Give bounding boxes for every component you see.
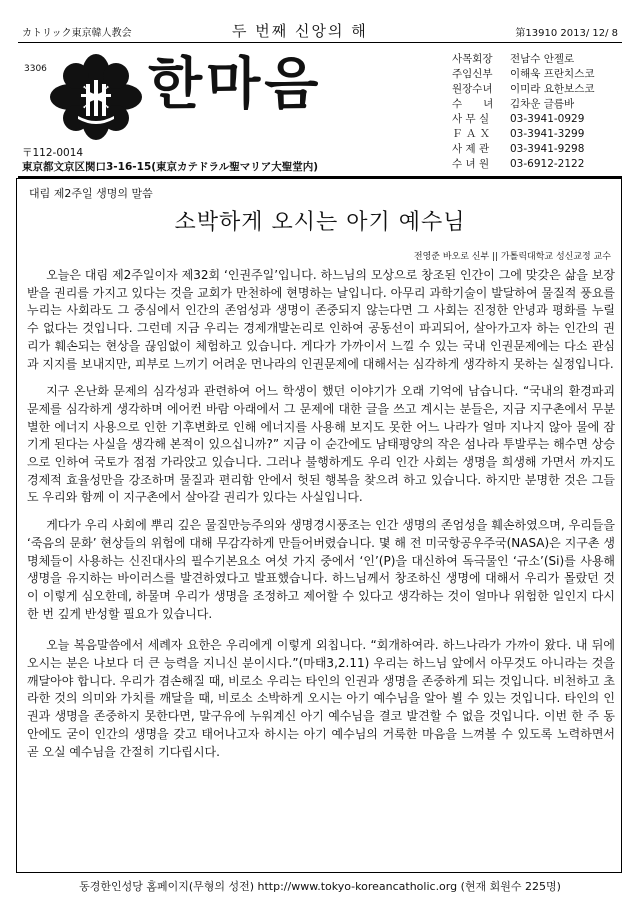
- newsletter-title: 한마음: [148, 51, 323, 117]
- church-address: 東京都文京区関口3-16-15(東京カテドラル聖マリア大聖堂内): [22, 161, 319, 173]
- paragraph: 오늘 복음말씀에서 세례자 요한은 우리에게 이렇게 외칩니다. “회개하여라. 하느나라가 가까이 왔다. 내 뒤에 오시는 분은 나보다 더 큰 능력을 지니신 분이시다.”(마태3,2.11) 우리는 하느님 앞에서 아무것도 아니라는 것을 깨달아야 합니다. 우리가 겸손해질 때, 비로소 우리는 타인의 인권과 생명을 존중하게 되는 것입니다. 비천하고 초라한 것의 의미와 가치를 깨달을 때, 비로소 소박하게 오시는 아기 예수님을 알아 뵐 수 있는 것입니다. 타인의 인권과 생명을 존중하지 못한다면, 말구유에 누워계신 아기 예수님을 결코 발견할 수 없을 것입니다. 이번 한 주 동안에도 굳이 인간의 생명을 갖고 태어나고자 하시는 아기 예수님의 거룩한 마음을 느껴볼 수 있도록 노력하면서 곧 오실 예수님을 간절히 기다립시다.: [27, 638, 615, 759]
- article-title: 소박하게 오시는 아기 예수님: [174, 210, 466, 235]
- top-rule: [18, 42, 622, 43]
- article-body: [27, 267, 615, 771]
- info-row: 사 무 실 03-3941-0929: [452, 113, 585, 125]
- article-section: 대림 제2주일 생명의 말씀: [29, 187, 153, 200]
- homepage-footer: 동경한인성당 홈페이지(무형의 성전) http://www.tokyo-koreancatholic.org (현재 회원수 225명): [79, 880, 561, 893]
- info-row: Ｆ Ａ Ｘ 03-3941-3299: [452, 128, 585, 140]
- church-name-jp: カトリック東京韓人教会: [22, 28, 132, 39]
- info-row: 사목회장 전남수 안젤로: [452, 53, 575, 65]
- info-row: 수 녀 김차운 글름바: [452, 98, 575, 110]
- code-number: 3306: [24, 64, 47, 74]
- issue-number-date: 第13910 2013/ 12/ 8: [515, 28, 618, 39]
- info-row: 원장수녀 이미라 요한보스코: [452, 83, 595, 95]
- info-row: 사 제 관 03-3941-9298: [452, 143, 585, 155]
- paragraph: 게다가 우리 사회에 뿌리 깊은 물질만능주의와 생명경시풍조는 인간 생명의 존엄성을 훼손하였으며, 우리들을 ‘죽음의 문화’ 현상들의 위험에 대해 무감각하게 만들어버렸습니다. 몇 해 전 미국항공우주국(NASA)은 지구촌 생명체들이 사용하는 신진대사의 필수기본요소 여섯 가지 중에서 ‘인’(P)을 대신하여 독극물인 ‘규소’(Si)를 사용해 생명을 유지하는 바이러스를 발견하였다고 발표했습니다. 하느님께서 창조하신 생명에 대해서 우리가 몰랐던 것이 이렇게 심오한데, 하물며 우리가 생명을 조정하고 제어할 수 있다고 생각하는 것이 얼마나 위험한 일인지 다시 한 번 깊게 반성할 필요가 있습니다.: [27, 518, 615, 621]
- paragraph: 지구 온난화 문제의 심각성과 관련하여 어느 학생이 했던 이야기가 오래 기억에 남습니다. “국내의 환경파괴 문제를 심각하게 생각하며 에어컨 바람 아래에서 그 문제에 대한 글을 쓰고 계시는 분들은, 지금 지구촌에서 무분별한 에너지 사용으로 인한 기후변화로 인해 에너지를 사용해 보지도 못한 어느 나라가 얼마 지나지 않아 물에 잠기게 된다는 사실을 생각해 본적이 있으십니까?” 지금 이 순간에도 남태평양의 작은 섬나라 투발루는 해수면 상승으로 인하여 국토가 점점 가라앉고 있습니다. 그러나 불행하게도 우리 인간 사회는 생명을 희생해 가면서 까지도 경제적 효율성만을 강조하며 물질과 편리함 안에서 헛된 행복을 찾으려 하고 있습니다. 하지만 분명한 것은 그들도 우리와 함께 이 지구촌에서 살아갈 권리가 있다는 사실입니다.: [27, 384, 615, 505]
- article-byline: 전영준 바오로 신부 || 가톨릭대학교 성신교정 교수: [413, 252, 611, 262]
- sermon-article: [16, 178, 622, 873]
- year-slogan: 두 번째 신앙의 해: [232, 22, 368, 40]
- info-row: 수 녀 원 03-6912-2122: [452, 158, 585, 170]
- masthead-top: [22, 20, 618, 42]
- contact-info: [452, 52, 622, 172]
- postal-code: 〒112-0014: [22, 147, 84, 159]
- paragraph: 오늘은 대림 제2주일이자 제32회 ‘인권주일’입니다. 하느님의 모상으로 창조된 인간이 그에 맞갖은 삶을 보장받을 권리를 가지고 있다는 것을 교회가 만천하에 현명하는 날입니다. 아무리 과학기술이 발달하여 물질적 풍요를 누리는 사회라도 그 중심에서 인간의 존엄성과 생명이 존중되지 않는다면 그 사회는 진정한 안녕과 평화를 누릴 수 없다는 것입니다. 그런데 지금 우리는 경제개발논리로 인하여 공동선이 파괴되어, 살아가고자 하는 인간의 권리가 훼손되는 현상을 끊임없이 체험하고 있습니다. 게다가 가까이서 느낄 수 있는 국내 인권문제에는 다소 관심과 지지를 보내지만, 피부로 느끼기 어려운 먼나라의 인권문제에 대해서는 심각하게 생각하지 못하는 실정입니다.: [27, 268, 615, 371]
- info-row: 주임신부 이해욱 프란치스코: [452, 68, 595, 80]
- church-logo-icon: [48, 52, 144, 142]
